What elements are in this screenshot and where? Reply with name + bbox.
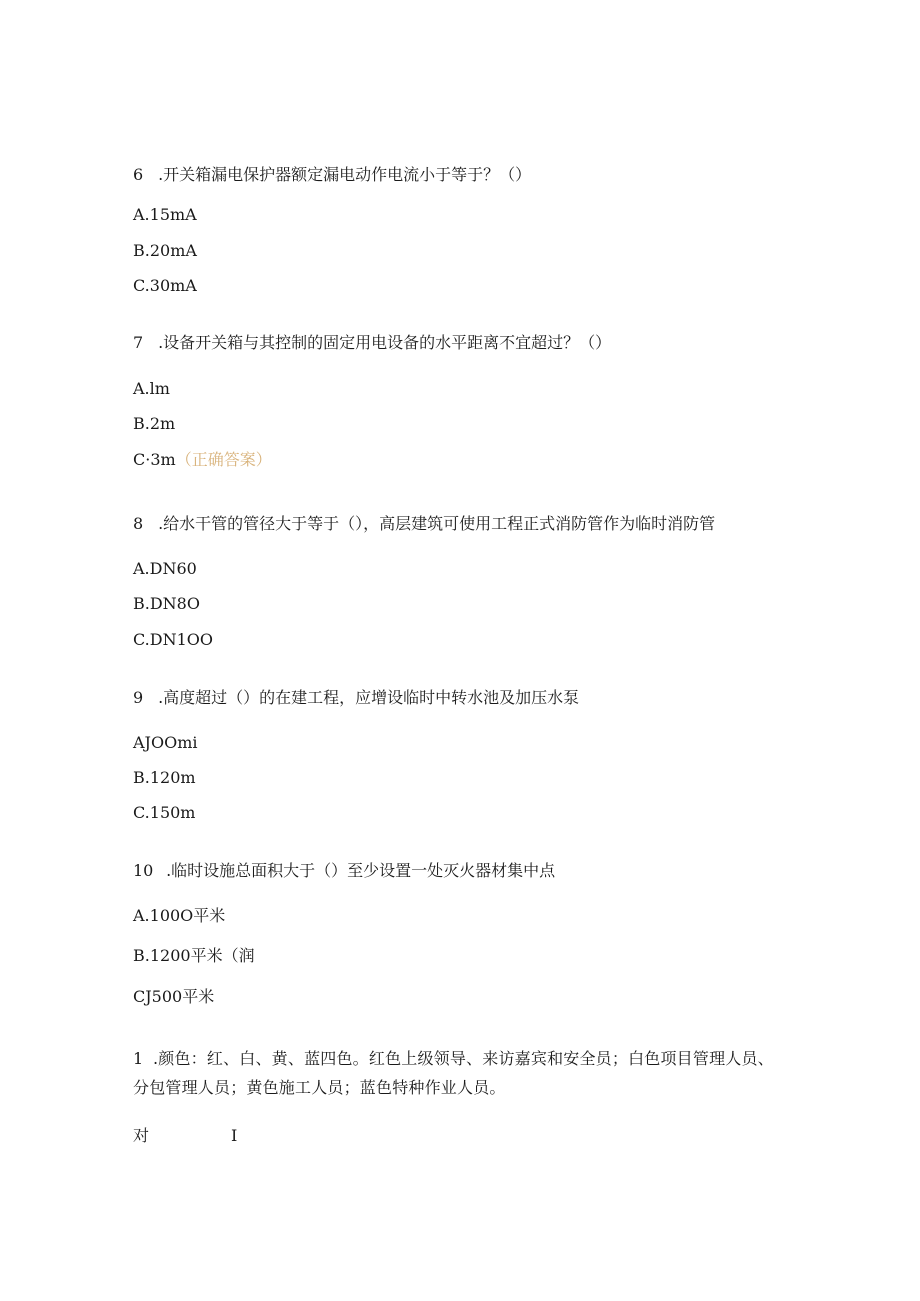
question-9 — [133, 688, 579, 708]
option-c: CJ500平米 — [133, 987, 215, 1006]
question-number: 10 — [133, 861, 154, 880]
question-8 — [133, 514, 715, 534]
option-a: A.100O平米 — [133, 906, 226, 925]
option-c: C.DN1OO — [133, 630, 213, 649]
question-number: 7 — [133, 333, 144, 352]
option-a: AJOOmi — [133, 733, 198, 752]
question-number: 9 — [133, 688, 144, 707]
question-number: 8 — [133, 514, 144, 533]
true-false-item-1 — [133, 1044, 783, 1102]
item-text: .颜色：红、白、黄、蓝四色。红色上级领导、来访嘉宾和安全员；白色项目管理人员、分包管理人员；黄色施工人员；蓝色特种作业人员。 — [133, 1049, 774, 1097]
option-b: B.20mA — [133, 241, 197, 260]
option-c: C.30mA — [133, 276, 197, 295]
question-number: 6 — [133, 165, 144, 184]
correct-answer-note: （正确答案） — [175, 450, 272, 469]
option-a: A.15mA — [133, 205, 197, 224]
option-a: A.DN60 — [133, 559, 197, 578]
option-c: C.150m — [133, 803, 196, 822]
question-7 — [133, 333, 611, 353]
question-text: .开关箱漏电保护器额定漏电动作电流小于等于？（） — [158, 165, 532, 184]
answer-label: 对 — [133, 1126, 150, 1145]
option-a: A.lm — [133, 379, 170, 398]
item-number: 1 — [133, 1049, 144, 1068]
option-b: B.120m — [133, 768, 196, 787]
option-b: B.1200平米（润 — [133, 946, 255, 965]
question-text: .临时设施总面积大于（）至少设置一处灭火器材集中点 — [166, 861, 556, 880]
question-10 — [133, 861, 555, 881]
option-b: B.DN8O — [133, 594, 200, 613]
option-c: C·3m — [133, 450, 176, 469]
question-6 — [133, 165, 531, 185]
option-c-with-answer — [133, 450, 272, 470]
question-text: .给水干管的管径大于等于（），高层建筑可使用工程正式消防管作为临时消防管 — [158, 514, 716, 533]
question-text: .高度超过（）的在建工程，应增设临时中转水池及加压水泵 — [158, 688, 580, 707]
true-false-answer — [133, 1126, 238, 1146]
question-text: .设备开关箱与其控制的固定用电设备的水平距离不宜超过？（） — [158, 333, 612, 352]
answer-mark: I — [231, 1126, 238, 1145]
option-b: B.2m — [133, 414, 176, 433]
